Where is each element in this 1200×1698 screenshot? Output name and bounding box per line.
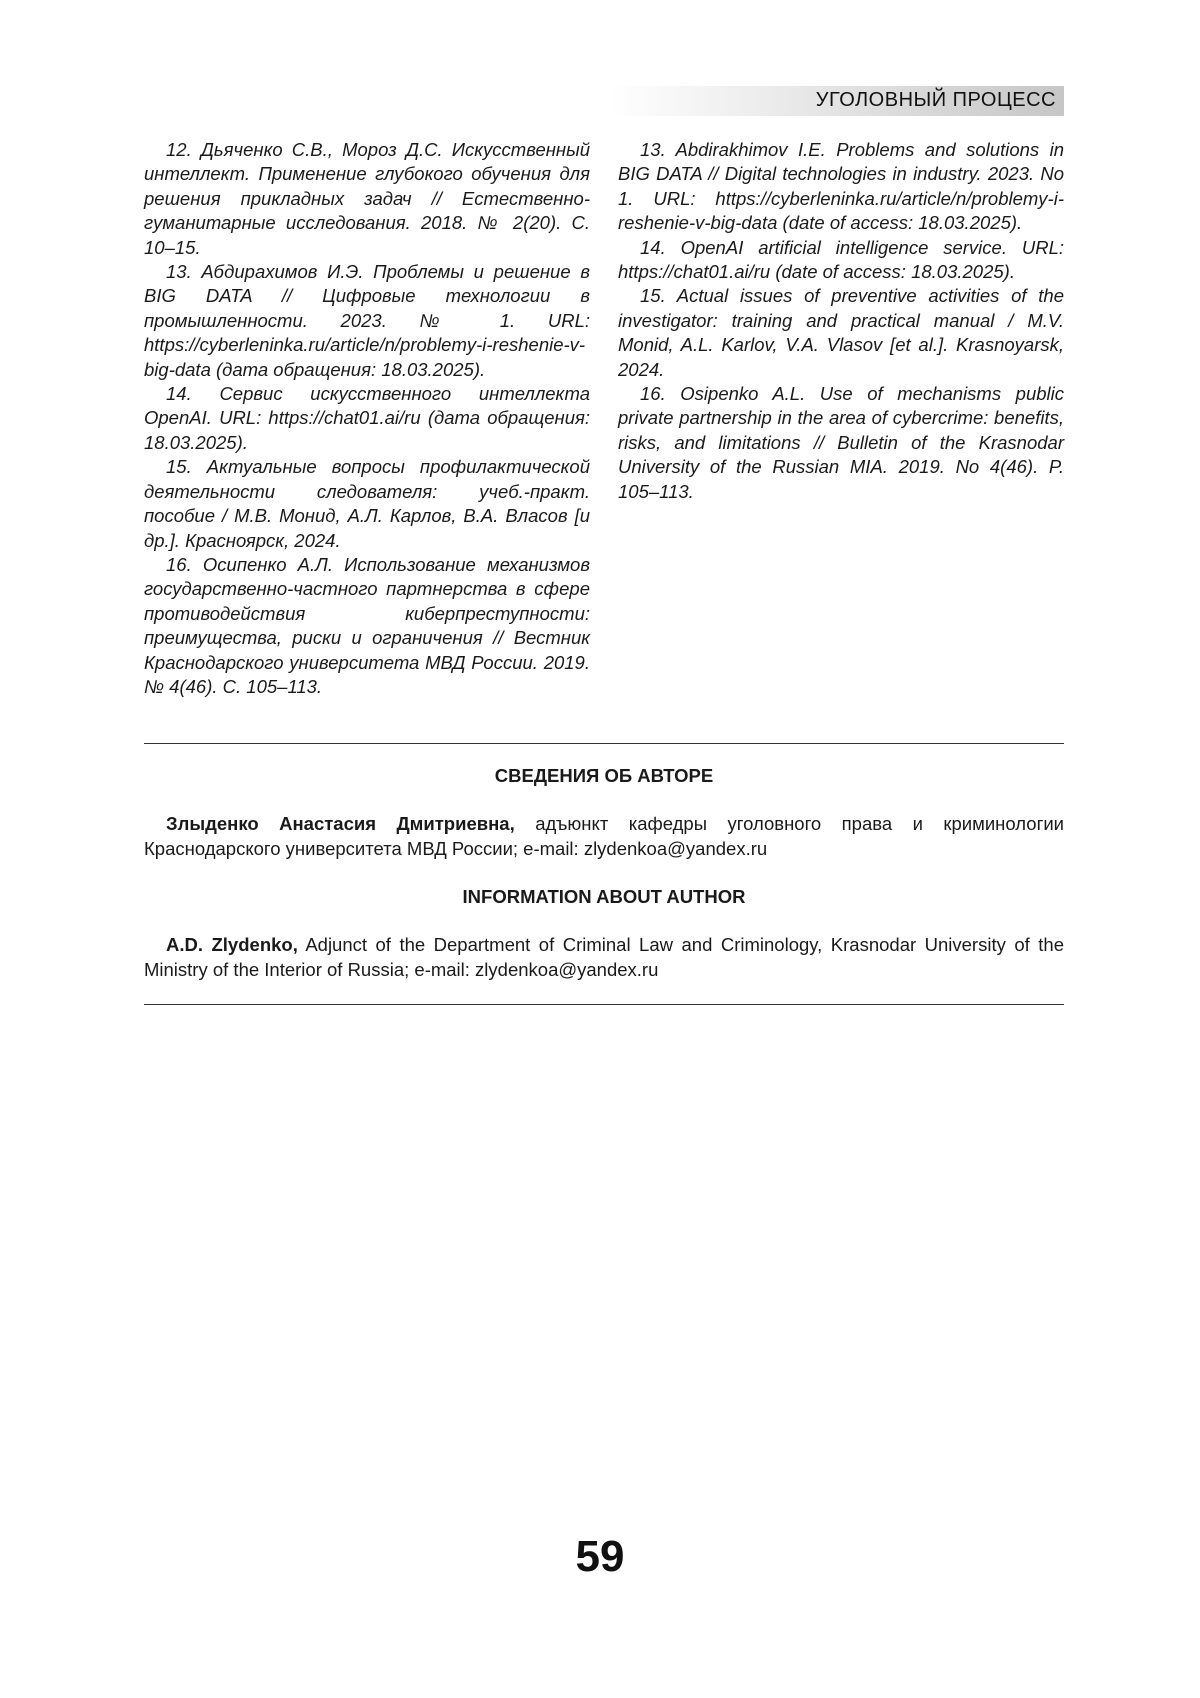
reference-item: 15. Actual issues of preventive activities of the investigator: training and practical manual / M.V. Monid, A.L. Karlov, V.A. Vlasov [et al.]. Krasnoyarsk, 2024.	[618, 285, 1064, 380]
author-name-ru: Злыденко Анастасия Дмитриевна,	[166, 813, 515, 834]
reference-item: 12. Дьяченко С.В., Мороз Д.С. Искусственный интеллект. Применение глубокого обучения для решения прикладных задач // Естественно-гуманитарные исследования. 2018. № 2(20). С. 10–15.	[144, 139, 590, 258]
top-divider	[144, 743, 1064, 744]
references-block	[144, 138, 1064, 699]
reference-item: 15. Актуальные вопросы профилактической деятельности следователя: учеб.-практ. пособие / М.В. Монид, А.Л. Карлов, В.А. Власов [и др.]. Красноярск, 2024.	[144, 456, 590, 551]
author-info-ru	[144, 812, 1064, 861]
author-name-en: A.D. Zlydenko,	[166, 934, 298, 955]
reference-item: 14. Сервис искусственного интеллекта OpenAI. URL: https://chat01.ai/ru (дата обращения: 18.03.2025).	[144, 383, 590, 453]
page-number: 59	[575, 1532, 625, 1581]
reference-item: 13. Абдирахимов И.Э. Проблемы и решение в BIG DATA // Цифровые технологии в промышленности. 2023. № 1. URL: https://cyberleninka.ru/article/n/problemy-i-reshenie-v-big-data (дата обращения: 18.03.2025).	[144, 261, 590, 380]
author-details-en: Adjunct of the Department of Criminal Law and Criminology, Krasnodar University of the Ministry of the Interior of Russia; e-mail: zlydenkoa@yandex.ru	[144, 934, 1064, 980]
reference-item: 14. OpenAI artificial intelligence service. URL: https://chat01.ai/ru (date of access: 18.03.2025).	[618, 236, 1064, 283]
references-column-ru	[144, 138, 590, 699]
reference-item: 13. Abdirakhimov I.E. Problems and solutions in BIG DATA // Digital technologies in industry. 2023. No 1. URL: https://cyberleninka.ru/article/n/problemy-i-reshenie-v-big-data (date of access: 18.03.2025).	[618, 139, 1064, 234]
author-info-title-en: INFORMATION ABOUT AUTHOR	[462, 886, 746, 907]
author-info-title-ru: СВЕДЕНИЯ ОБ АВТОРЕ	[494, 765, 714, 786]
author-details-ru: адъюнкт кафедры уголовного права и криминологии Краснодарского университета МВД России; e-mail: zlydenkoa@yandex.ru	[144, 813, 1064, 859]
running-head	[610, 86, 1064, 116]
reference-item: 16. Осипенко А.Л. Использование механизмов государственно-частного партнерства в сфере противодействия киберпреступности: преимущества, риски и ограничения // Вестник Краснодарского университета МВД России. 2019. № 4(46). С. 105–113.	[144, 553, 590, 697]
bottom-divider	[144, 1004, 1064, 1005]
section-label: УГОЛОВНЫЙ ПРОЦЕСС	[815, 89, 1056, 111]
reference-item: 16. Osipenko A.L. Use of mechanisms public private partnership in the area of cybercrime: benefits, risks, and limitations // Bulletin of the Krasnodar University of the Russian MIA. 2019. No 4(46). P. 105–113.	[618, 383, 1064, 502]
author-info-en	[144, 933, 1064, 982]
references-column-en	[618, 138, 1064, 699]
